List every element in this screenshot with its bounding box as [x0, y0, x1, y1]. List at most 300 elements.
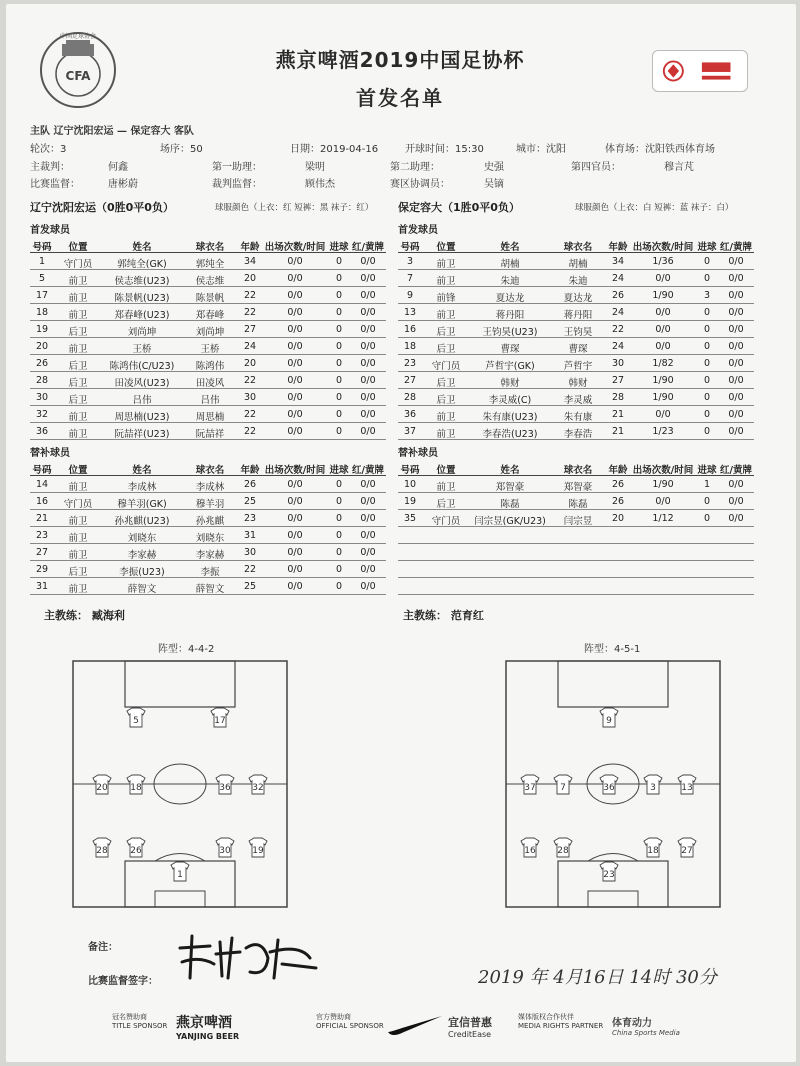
- column-header-goals: 进球: [697, 242, 717, 253]
- cell-position: 前卫: [436, 429, 456, 440]
- cell-cards: 0/0: [728, 496, 744, 507]
- handwritten-date: 2019 年 4月16日 14时 30分: [478, 967, 717, 988]
- cell-name: 王桥: [132, 344, 152, 355]
- cell-goals: 0: [703, 375, 711, 386]
- cell-goals: 0: [335, 564, 343, 575]
- cell-position: 守门员: [431, 516, 461, 527]
- cell-shirt-name: 陈景帆: [195, 293, 225, 304]
- player-jersey-icon: [216, 775, 234, 794]
- player-jersey-icon: [93, 775, 111, 794]
- cell-appearances: 0/0: [287, 513, 303, 524]
- table-row: [30, 321, 386, 338]
- cell-goals: 0: [335, 513, 343, 524]
- table-row: [398, 423, 754, 440]
- yanjing-brand-en: YANJING BEER: [176, 1032, 240, 1041]
- cell-appearances: 1/90: [652, 290, 674, 301]
- home-kit: 球服颜色（上衣：红 短裤：黑 袜子：红）: [215, 203, 374, 213]
- cell-age: 30: [243, 547, 257, 558]
- player-jersey-icon: [521, 775, 539, 794]
- player-jersey-icon: [93, 838, 111, 857]
- cell-goals: 0: [703, 307, 711, 318]
- cell-goals: 0: [335, 392, 343, 403]
- creditease-brand: 宜信普惠: [448, 1016, 492, 1029]
- cell-name: 朱有康(U23): [482, 412, 538, 423]
- table-row: [30, 406, 386, 423]
- cell-age: 25: [243, 496, 257, 507]
- cell-goals: 0: [335, 358, 343, 369]
- cell-name: 吕伟: [132, 395, 152, 406]
- column-header-name: 姓名: [500, 242, 520, 253]
- home-coach: 主教练： 臧海利: [44, 609, 125, 622]
- cell-age: 27: [243, 324, 257, 335]
- table-row: [398, 287, 754, 304]
- home-subs-label: 替补球员: [30, 448, 70, 459]
- cell-goals: 0: [335, 324, 343, 335]
- player-jersey-icon: [127, 708, 145, 727]
- cell-position: 后卫: [68, 395, 88, 406]
- cell-number: 30: [35, 392, 49, 403]
- cell-name: 王钧昊(U23): [482, 327, 538, 338]
- cell-goals: 0: [335, 581, 343, 592]
- cell-cards: 0/0: [728, 290, 744, 301]
- player-jersey-icon: [521, 838, 539, 857]
- cell-appearances: 0/0: [287, 479, 303, 490]
- cell-name: 薛智文: [127, 584, 157, 595]
- cell-name: 穆羊羽(GK): [117, 499, 167, 510]
- teams-line: 主队 辽宁沈阳宏运 — 保定容大 客队: [30, 126, 194, 137]
- player-jersey-icon: [644, 775, 662, 794]
- nike-swoosh-icon: [384, 1014, 444, 1038]
- column-header-number: 号码: [400, 242, 420, 253]
- cell-cards: 0/0: [360, 547, 376, 558]
- ar1-label: 第一助理：: [212, 162, 262, 173]
- home-starters-label: 首发球员: [30, 225, 70, 236]
- cell-age: 24: [611, 273, 625, 284]
- cell-number: 29: [35, 564, 49, 575]
- table-row: [398, 527, 754, 544]
- table-header: [30, 236, 386, 253]
- kickoff-time: 开球时间：15:30: [405, 144, 484, 155]
- title-sponsor-cn: 冠名赞助商: [112, 1013, 147, 1021]
- cell-goals: 0: [335, 530, 343, 541]
- cell-position: 后卫: [436, 344, 456, 355]
- cell-position: 后卫: [436, 499, 456, 510]
- table-header: [398, 236, 754, 253]
- cell-age: 34: [243, 256, 257, 267]
- away-kit: 球服颜色（上衣：白 短裤：蓝 袜子：白）: [575, 203, 734, 213]
- table-row: [30, 423, 386, 440]
- cell-appearances: 0/0: [655, 307, 671, 318]
- cell-age: 21: [611, 409, 625, 420]
- cell-number: 20: [35, 341, 49, 352]
- cell-goals: 0: [335, 290, 343, 301]
- column-header-shirt-name: 球衣名: [195, 465, 225, 476]
- table-row: [398, 389, 754, 406]
- table-header: [30, 459, 386, 476]
- cell-goals: 0: [335, 409, 343, 420]
- ar2-label: 第二助理：: [390, 162, 440, 173]
- cell-appearances: 0/0: [287, 547, 303, 558]
- table-row: [30, 304, 386, 321]
- cell-shirt-name: 孙兆麒: [195, 516, 225, 527]
- player-jersey-icon: [678, 775, 696, 794]
- cell-number: 36: [35, 426, 49, 437]
- cell-appearances: 0/0: [287, 392, 303, 403]
- cell-appearances: 0/0: [655, 273, 671, 284]
- cell-appearances: 0/0: [287, 581, 303, 592]
- table-row: [398, 578, 754, 595]
- cell-cards: 0/0: [728, 256, 744, 267]
- cell-name: 陈景帆(U23): [114, 293, 170, 304]
- cell-shirt-name: 郭纯全: [195, 259, 225, 270]
- cell-cards: 0/0: [360, 324, 376, 335]
- cell-number: 3: [406, 256, 414, 267]
- table-row: [398, 406, 754, 423]
- cell-shirt-name: 王钧昊: [563, 327, 593, 338]
- coordinator-label: 赛区协调员：: [390, 179, 450, 190]
- yanjing-logo: [176, 1012, 239, 1041]
- cell-appearances: 1/23: [652, 426, 674, 437]
- column-header-position: 位置: [436, 242, 456, 253]
- cell-name: 芦哲宇(GK): [485, 361, 535, 372]
- cell-age: 22: [243, 426, 257, 437]
- table-row: [30, 476, 386, 493]
- cell-position: 守门员: [63, 499, 93, 510]
- cell-appearances: 0/0: [287, 426, 303, 437]
- player-jersey-icon: [600, 708, 618, 727]
- cup-logo-icon: [652, 50, 748, 92]
- cell-name: 郑智豪: [495, 482, 525, 493]
- player-jersey-number: 17: [214, 716, 226, 726]
- cell-appearances: 1/36: [652, 256, 674, 267]
- cell-age: 26: [611, 290, 625, 301]
- media-partner-cn: 媒体版权合作伙伴: [518, 1013, 574, 1021]
- table-row: [30, 253, 386, 270]
- cell-age: 22: [243, 290, 257, 301]
- cell-shirt-name: 王桥: [200, 344, 220, 355]
- cell-cards: 0/0: [360, 409, 376, 420]
- cell-appearances: 0/0: [287, 496, 303, 507]
- cell-age: 25: [243, 581, 257, 592]
- official-sponsor-cn: 官方赞助商: [316, 1013, 351, 1021]
- cell-number: 16: [403, 324, 417, 335]
- round: 轮次：3: [30, 144, 67, 155]
- table-row: [30, 372, 386, 389]
- cell-age: 31: [243, 530, 257, 541]
- cell-position: 前卫: [68, 310, 88, 321]
- cell-age: 24: [243, 341, 257, 352]
- player-jersey-number: 28: [96, 846, 108, 856]
- cell-position: 后卫: [68, 378, 88, 389]
- cell-cards: 0/0: [360, 513, 376, 524]
- cell-appearances: 1/90: [652, 479, 674, 490]
- page-subtitle: 首发名单: [356, 86, 444, 110]
- away-starters-label: 首发球员: [398, 225, 438, 236]
- cell-age: 22: [243, 307, 257, 318]
- player-jersey-number: 16: [524, 846, 536, 856]
- cell-name: 周思楠(U23): [114, 412, 170, 423]
- table-row: [30, 389, 386, 406]
- cell-cards: 0/0: [728, 358, 744, 369]
- cell-shirt-name: 侯志维: [195, 276, 225, 287]
- column-header-appearances: 出场次数/时间: [632, 465, 694, 476]
- cell-age: 21: [611, 426, 625, 437]
- cell-position: 后卫: [68, 567, 88, 578]
- cell-shirt-name: 李成林: [195, 482, 225, 493]
- media-partner-en: MEDIA RIGHTS PARTNER: [518, 1022, 604, 1030]
- player-jersey-number: 36: [603, 783, 615, 793]
- column-header-number: 号码: [400, 465, 420, 476]
- column-header-shirt-name: 球衣名: [563, 242, 593, 253]
- cell-cards: 0/0: [360, 496, 376, 507]
- player-jersey-number: 5: [133, 716, 139, 726]
- player-jersey-number: 28: [557, 846, 569, 856]
- column-header-age: 年龄: [240, 465, 260, 476]
- player-jersey-number: 3: [650, 783, 656, 793]
- column-header-cards: 红/黄牌: [720, 242, 752, 253]
- column-header-appearances: 出场次数/时间: [264, 242, 326, 253]
- cell-age: 20: [243, 358, 257, 369]
- cell-position: 前卫: [436, 482, 456, 493]
- cell-shirt-name: 闫宗昱: [563, 516, 593, 527]
- cell-shirt-name: 田凌风: [195, 378, 225, 389]
- cell-shirt-name: 夏达龙: [563, 293, 593, 304]
- cell-age: 20: [243, 273, 257, 284]
- player-jersey-icon: [554, 775, 572, 794]
- cell-name: 阮喆祥(U23): [114, 429, 170, 440]
- table-row: [30, 527, 386, 544]
- cell-cards: 0/0: [728, 409, 744, 420]
- commissioner: 唐彬蔚: [108, 179, 138, 190]
- cell-number: 1: [38, 256, 46, 267]
- cell-name: 刘尚坤: [127, 327, 157, 338]
- home-starters-table: [30, 236, 386, 440]
- referee: 何鑫: [108, 162, 128, 173]
- table-row: [30, 561, 386, 578]
- player-jersey-icon: [127, 775, 145, 794]
- cell-shirt-name: 朱有康: [563, 412, 593, 423]
- cell-cards: 0/0: [728, 341, 744, 352]
- column-header-shirt-name: 球衣名: [195, 242, 225, 253]
- cell-appearances: 0/0: [287, 273, 303, 284]
- cell-name: 孙兆麒(U23): [114, 516, 170, 527]
- cell-position: 前卫: [68, 533, 88, 544]
- table-header: [398, 459, 754, 476]
- player-jersey-icon: [600, 862, 618, 881]
- home-team-name: 辽宁沈阳宏运（0胜0平0负）: [30, 201, 174, 214]
- player-jersey-number: 19: [252, 846, 264, 856]
- cell-shirt-name: 李灵威: [563, 395, 593, 406]
- cell-name: 李春浩(U23): [482, 429, 538, 440]
- cell-appearances: 0/0: [287, 564, 303, 575]
- cell-goals: 3: [703, 290, 711, 301]
- cell-age: 30: [611, 358, 625, 369]
- cell-shirt-name: 刘尚坤: [195, 327, 225, 338]
- cell-age: 26: [611, 496, 625, 507]
- cell-number: 17: [35, 290, 49, 301]
- cell-name: 刘晓东: [127, 533, 157, 544]
- csm-brand-en: China Sports Media: [612, 1029, 680, 1037]
- cell-goals: 0: [703, 513, 711, 524]
- player-jersey-number: 37: [524, 783, 536, 793]
- cell-position: 后卫: [68, 327, 88, 338]
- cell-position: 后卫: [436, 378, 456, 389]
- cell-position: 前卫: [436, 259, 456, 270]
- cell-position: 守门员: [431, 361, 461, 372]
- column-header-appearances: 出场次数/时间: [264, 465, 326, 476]
- cell-goals: 0: [335, 479, 343, 490]
- player-jersey-icon: [249, 775, 267, 794]
- stadium: 体育场：沈阳铁西体育场: [605, 144, 715, 155]
- media-partner: [518, 1012, 603, 1030]
- cell-shirt-name: 李家赫: [195, 550, 225, 561]
- fourth-official-label: 第四官员：: [571, 162, 621, 173]
- cell-age: 24: [611, 307, 625, 318]
- cell-goals: 0: [703, 358, 711, 369]
- cell-shirt-name: 吕伟: [200, 395, 220, 406]
- cell-cards: 0/0: [360, 581, 376, 592]
- column-header-appearances: 出场次数/时间: [632, 242, 694, 253]
- player-jersey-icon: [554, 838, 572, 857]
- table-row: [398, 493, 754, 510]
- signature-label: 比赛监督签字：: [88, 976, 158, 987]
- player-jersey-number: 20: [96, 783, 108, 793]
- cell-number: 36: [403, 409, 417, 420]
- player-jersey-icon: [211, 708, 229, 727]
- column-header-position: 位置: [436, 465, 456, 476]
- cell-name: 胡楠: [500, 259, 520, 270]
- cell-position: 前卫: [436, 276, 456, 287]
- table-row: [398, 338, 754, 355]
- cell-position: 前卫: [68, 429, 88, 440]
- cell-shirt-name: 朱迪: [568, 276, 588, 287]
- away-subs-table: [398, 459, 754, 595]
- table-row: [30, 270, 386, 287]
- cell-appearances: 1/90: [652, 392, 674, 403]
- cell-number: 5: [38, 273, 46, 284]
- cell-cards: 0/0: [360, 290, 376, 301]
- cell-age: 22: [243, 409, 257, 420]
- cell-name: 夏达龙: [495, 293, 525, 304]
- cell-number: 27: [35, 547, 49, 558]
- player-jersey-icon: [678, 838, 696, 857]
- cell-name: 陈磊: [500, 499, 520, 510]
- assessor-label: 裁判监督：: [212, 179, 262, 190]
- column-header-goals: 进球: [329, 242, 349, 253]
- cell-name: 侯志维(U23): [114, 276, 170, 287]
- cell-position: 前锋: [436, 293, 456, 304]
- cell-shirt-name: 陈磊: [568, 499, 588, 510]
- cell-appearances: 0/0: [655, 409, 671, 420]
- cell-name: 李成林: [127, 482, 157, 493]
- cell-appearances: 0/0: [287, 409, 303, 420]
- cell-name: 李振(U23): [119, 567, 165, 578]
- player-jersey-icon: [600, 775, 618, 794]
- table-row: [30, 510, 386, 527]
- cell-name: 闫宗昱(GK/U23): [474, 516, 546, 527]
- csm-brand: 体育动力: [612, 1018, 652, 1029]
- cell-cards: 0/0: [360, 479, 376, 490]
- table-row: [398, 321, 754, 338]
- ar1: 梁明: [305, 162, 325, 173]
- column-header-goals: 进球: [697, 465, 717, 476]
- cell-cards: 0/0: [360, 530, 376, 541]
- cell-shirt-name: 周思楠: [195, 412, 225, 423]
- cell-age: 24: [611, 341, 625, 352]
- column-header-age: 年龄: [608, 242, 628, 253]
- cell-number: 18: [403, 341, 417, 352]
- away-pitch: [505, 660, 721, 908]
- yanjing-brand: 燕京啤酒: [176, 1015, 232, 1031]
- table-row: [398, 510, 754, 527]
- cell-cards: 0/0: [728, 273, 744, 284]
- cell-age: 20: [611, 513, 625, 524]
- player-jersey-number: 23: [603, 870, 615, 880]
- creditease-brand-en: CreditEase: [448, 1030, 492, 1039]
- cell-goals: 0: [703, 392, 711, 403]
- cell-age: 26: [243, 479, 257, 490]
- cell-position: 前卫: [436, 412, 456, 423]
- cell-number: 14: [35, 479, 49, 490]
- cell-goals: 0: [703, 496, 711, 507]
- cell-goals: 0: [335, 496, 343, 507]
- cell-number: 19: [35, 324, 49, 335]
- cell-number: 23: [403, 358, 417, 369]
- cell-shirt-name: 穆羊羽: [195, 499, 225, 510]
- away-subs-label: 替补球员: [398, 448, 438, 459]
- table-row: [398, 372, 754, 389]
- cell-shirt-name: 郑春峰: [195, 310, 225, 321]
- cell-appearances: 0/0: [655, 496, 671, 507]
- cell-shirt-name: 韩财: [568, 378, 588, 389]
- cell-cards: 0/0: [728, 426, 744, 437]
- cell-age: 22: [243, 564, 257, 575]
- cell-position: 前卫: [68, 516, 88, 527]
- cell-position: 前卫: [436, 310, 456, 321]
- cell-number: 19: [403, 496, 417, 507]
- home-formation: 阵型：4-4-2: [158, 644, 215, 655]
- cell-position: 前卫: [68, 344, 88, 355]
- cell-goals: 0: [335, 256, 343, 267]
- cell-name: 曹琛: [500, 344, 520, 355]
- referee-label: 主裁判：: [30, 162, 70, 173]
- cell-shirt-name: 胡楠: [568, 259, 588, 270]
- cell-number: 26: [35, 358, 49, 369]
- cell-position: 前卫: [68, 276, 88, 287]
- cell-goals: 0: [335, 547, 343, 558]
- column-header-name: 姓名: [132, 242, 152, 253]
- away-starters-table: [398, 236, 754, 440]
- player-jersey-icon: [644, 838, 662, 857]
- cell-cards: 0/0: [728, 375, 744, 386]
- cell-name: 田凌风(U23): [114, 378, 170, 389]
- table-row: [30, 493, 386, 510]
- cell-name: 郑春峰(U23): [114, 310, 170, 321]
- player-jersey-number: 27: [681, 846, 693, 856]
- column-header-goals: 进球: [329, 465, 349, 476]
- cell-shirt-name: 李春浩: [563, 429, 593, 440]
- table-row: [30, 287, 386, 304]
- cell-position: 前卫: [68, 293, 88, 304]
- cell-appearances: 0/0: [287, 290, 303, 301]
- cell-goals: 0: [703, 256, 711, 267]
- cell-name: 郭纯全(GK): [117, 259, 167, 270]
- player-jersey-number: 32: [252, 783, 264, 793]
- cell-shirt-name: 曹琛: [568, 344, 588, 355]
- cell-cards: 0/0: [360, 307, 376, 318]
- cell-number: 18: [35, 307, 49, 318]
- cell-number: 9: [406, 290, 414, 301]
